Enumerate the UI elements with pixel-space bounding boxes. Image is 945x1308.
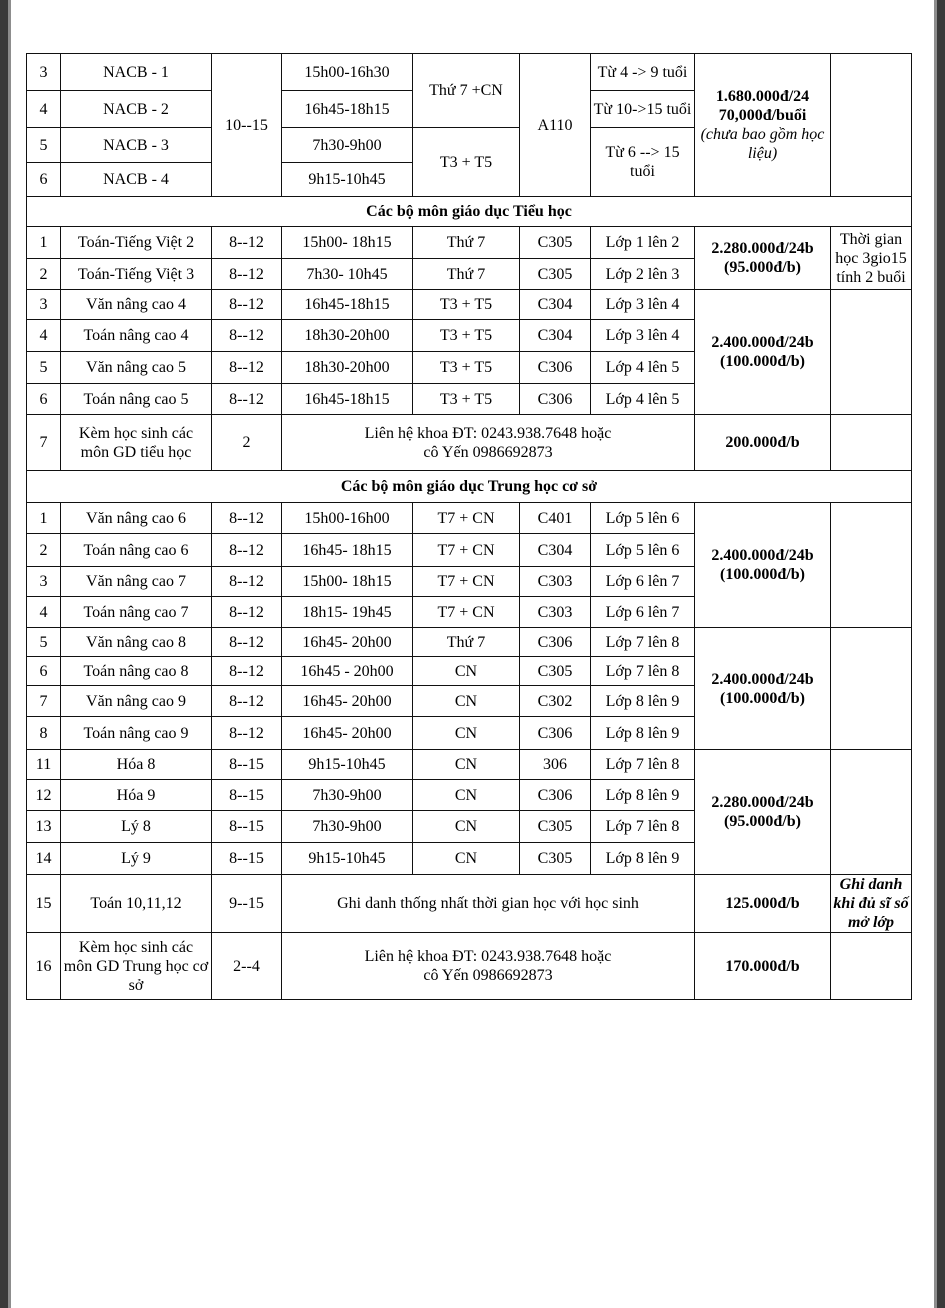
- class-days: T3 + T5: [413, 290, 520, 320]
- row-number: 1: [27, 503, 61, 534]
- row-number: 16: [27, 933, 61, 1000]
- class-days: Thứ 7: [413, 259, 520, 290]
- row-number: 11: [27, 750, 61, 780]
- fee-total: 1.680.000đ/24: [715, 88, 810, 105]
- class-time: 18h30-20h00: [282, 352, 413, 384]
- row-number: 6: [27, 384, 61, 415]
- fee-cell: [695, 290, 831, 415]
- fee-per-session: (95.000đ/b): [724, 259, 801, 276]
- course-name: NACB - 4: [61, 163, 212, 197]
- table-row: [27, 875, 912, 933]
- class-time: 7h30-9h00: [282, 128, 413, 163]
- contact-line: Liên hệ khoa ĐT: 0243.938.7648 hoặc: [364, 948, 612, 965]
- right-frame-border: [937, 0, 945, 1308]
- row-number: 6: [27, 657, 61, 686]
- left-frame-shadow: [8, 0, 11, 1308]
- class-time: 15h00-16h00: [282, 503, 413, 534]
- class-size: 8--15: [212, 811, 282, 843]
- fee-cell: [695, 54, 831, 197]
- grade-level: Lớp 5 lên 6: [591, 503, 695, 534]
- table-row: [27, 415, 912, 471]
- grade-level: Lớp 8 lên 9: [591, 686, 695, 717]
- age-range: Từ 6 --> 15 tuổi: [591, 128, 695, 197]
- row-number: 5: [27, 352, 61, 384]
- course-name: NACB - 2: [61, 91, 212, 128]
- class-size: 8--12: [212, 717, 282, 750]
- classroom: C304: [520, 320, 591, 352]
- class-days: CN: [413, 686, 520, 717]
- class-days: CN: [413, 843, 520, 875]
- class-size: 8--12: [212, 259, 282, 290]
- note-cell: [831, 628, 912, 750]
- grade-level: Lớp 1 lên 2: [591, 227, 695, 259]
- row-number: 5: [27, 628, 61, 657]
- classroom: C305: [520, 811, 591, 843]
- class-size: 8--12: [212, 597, 282, 628]
- class-time: 15h00-16h30: [282, 54, 413, 91]
- class-size: 8--15: [212, 780, 282, 811]
- classroom: A110: [520, 54, 591, 197]
- grade-level: Lớp 7 lên 8: [591, 657, 695, 686]
- row-number: 3: [27, 54, 61, 91]
- class-time: 16h45- 20h00: [282, 628, 413, 657]
- class-days: T3 + T5: [413, 320, 520, 352]
- classroom: C306: [520, 780, 591, 811]
- class-size: 8--15: [212, 750, 282, 780]
- fee-cell: 125.000đ/b: [695, 875, 831, 933]
- course-name: Văn nâng cao 7: [61, 567, 212, 597]
- course-name: Toán 10,11,12: [61, 875, 212, 933]
- course-name: Kèm học sinh các môn GD tiểu học: [61, 415, 212, 471]
- table-row: [27, 290, 912, 320]
- row-number: 7: [27, 686, 61, 717]
- class-time: 7h30-9h00: [282, 780, 413, 811]
- fee-per-session: 70,000đ/buổi: [718, 107, 807, 124]
- note-cell: [831, 503, 912, 628]
- class-size: 8--12: [212, 352, 282, 384]
- fee-cell: [695, 628, 831, 750]
- fee-cell: [695, 227, 831, 290]
- class-time: 15h00- 18h15: [282, 567, 413, 597]
- course-name: Toán nâng cao 5: [61, 384, 212, 415]
- classroom: C303: [520, 567, 591, 597]
- right-frame-shadow: [934, 0, 937, 1308]
- class-size: 8--12: [212, 657, 282, 686]
- fee-cell: [695, 503, 831, 628]
- classroom: C401: [520, 503, 591, 534]
- grade-level: Lớp 8 lên 9: [591, 843, 695, 875]
- table-row: [27, 54, 912, 91]
- class-size: 8--12: [212, 534, 282, 567]
- class-size: 8--12: [212, 384, 282, 415]
- section-heading-row: [27, 471, 912, 503]
- note-cell: [831, 54, 912, 197]
- fee-cell: 200.000đ/b: [695, 415, 831, 471]
- note-cell: [831, 415, 912, 471]
- course-name: Hóa 9: [61, 780, 212, 811]
- row-number: 2: [27, 534, 61, 567]
- note-cell: [831, 933, 912, 1000]
- schedule-info: Ghi danh thống nhất thời gian học với học sinh: [282, 875, 695, 933]
- fee-total: 2.400.000đ/24b: [711, 547, 814, 564]
- course-name: Văn nâng cao 6: [61, 503, 212, 534]
- row-number: 4: [27, 91, 61, 128]
- fee-cell: [695, 750, 831, 875]
- fee-note: (chưa bao gồm học liệu): [700, 126, 825, 162]
- row-number: 15: [27, 875, 61, 933]
- fee-per-session: (95.000đ/b): [724, 813, 801, 830]
- course-name: Toán nâng cao 4: [61, 320, 212, 352]
- course-name: Toán-Tiếng Việt 3: [61, 259, 212, 290]
- class-days: T7 + CN: [413, 597, 520, 628]
- class-time: 18h15- 19h45: [282, 597, 413, 628]
- grade-level: Lớp 3 lên 4: [591, 320, 695, 352]
- table-row: [27, 628, 912, 657]
- course-name: Toán-Tiếng Việt 2: [61, 227, 212, 259]
- grade-level: Lớp 8 lên 9: [591, 717, 695, 750]
- contact-line: cô Yến 0986692873: [423, 443, 553, 461]
- grade-level: Lớp 4 lên 5: [591, 384, 695, 415]
- course-name: Văn nâng cao 8: [61, 628, 212, 657]
- class-time: 15h00- 18h15: [282, 227, 413, 259]
- class-time: 16h45 - 20h00: [282, 657, 413, 686]
- class-size: 8--12: [212, 567, 282, 597]
- class-days: Thứ 7: [413, 628, 520, 657]
- row-number: 7: [27, 415, 61, 471]
- grade-level: Lớp 3 lên 4: [591, 290, 695, 320]
- contact-line: Liên hệ khoa ĐT: 0243.938.7648 hoặc: [364, 424, 612, 442]
- class-days: CN: [413, 717, 520, 750]
- class-time: 16h45- 20h00: [282, 717, 413, 750]
- classroom: C304: [520, 290, 591, 320]
- fee-per-session: (100.000đ/b): [720, 353, 805, 370]
- class-time: 16h45-18h15: [282, 290, 413, 320]
- classroom: C304: [520, 534, 591, 567]
- class-days: T7 + CN: [413, 534, 520, 567]
- section-heading-secondary: Các bộ môn giáo dục Trung học cơ sở: [27, 471, 912, 503]
- course-name: Toán nâng cao 6: [61, 534, 212, 567]
- note-cell: [831, 750, 912, 875]
- classroom: C305: [520, 259, 591, 290]
- row-number: 1: [27, 227, 61, 259]
- class-time: 16h45- 18h15: [282, 534, 413, 567]
- fee-cell: 170.000đ/b: [695, 933, 831, 1000]
- grade-level: Lớp 7 lên 8: [591, 628, 695, 657]
- grade-level: Lớp 4 lên 5: [591, 352, 695, 384]
- contact-cell: [282, 415, 695, 471]
- note-cell: Ghi danh khi đủ sĩ số mở lớp: [831, 875, 912, 933]
- course-name: NACB - 1: [61, 54, 212, 91]
- note-cell: Thời gian học 3gio15 tính 2 buổi: [831, 227, 912, 290]
- table-row: [27, 227, 912, 259]
- course-name: Toán nâng cao 8: [61, 657, 212, 686]
- class-days: T3 + T5: [413, 384, 520, 415]
- fee-per-session: (100.000đ/b): [720, 566, 805, 583]
- row-number: 4: [27, 320, 61, 352]
- note-cell: [831, 290, 912, 415]
- schedule-table: [26, 53, 912, 1000]
- class-size: 10--15: [212, 54, 282, 197]
- contact-line: cô Yến 0986692873: [423, 967, 553, 984]
- classroom: C306: [520, 384, 591, 415]
- class-time: 9h15-10h45: [282, 843, 413, 875]
- class-days: CN: [413, 811, 520, 843]
- classroom: C303: [520, 597, 591, 628]
- classroom: C305: [520, 657, 591, 686]
- course-name: Toán nâng cao 7: [61, 597, 212, 628]
- course-name: Văn nâng cao 5: [61, 352, 212, 384]
- course-name: Lý 9: [61, 843, 212, 875]
- grade-level: Lớp 5 lên 6: [591, 534, 695, 567]
- row-number: 12: [27, 780, 61, 811]
- class-days: T7 + CN: [413, 567, 520, 597]
- class-days: T3 + T5: [413, 128, 520, 197]
- class-time: 16h45-18h15: [282, 384, 413, 415]
- section-heading-primary: Các bộ môn giáo dục Tiểu học: [27, 197, 912, 227]
- row-number: 2: [27, 259, 61, 290]
- classroom: C305: [520, 227, 591, 259]
- class-size: 9--15: [212, 875, 282, 933]
- fee-total: 2.400.000đ/24b: [711, 334, 814, 351]
- fee-total: 2.280.000đ/24b: [711, 794, 814, 811]
- grade-level: Lớp 2 lên 3: [591, 259, 695, 290]
- class-size: 2--4: [212, 933, 282, 1000]
- contact-cell: [282, 933, 695, 1000]
- class-days: CN: [413, 657, 520, 686]
- fee-total: 2.400.000đ/24b: [711, 670, 814, 688]
- classroom: C302: [520, 686, 591, 717]
- class-time: 9h15-10h45: [282, 163, 413, 197]
- classroom: C306: [520, 628, 591, 657]
- class-size: 8--12: [212, 503, 282, 534]
- table-row: [27, 750, 912, 780]
- class-size: 8--15: [212, 843, 282, 875]
- row-number: 4: [27, 597, 61, 628]
- class-size: 8--12: [212, 686, 282, 717]
- row-number: 3: [27, 290, 61, 320]
- grade-level: Lớp 6 lên 7: [591, 597, 695, 628]
- row-number: 6: [27, 163, 61, 197]
- class-days: T7 + CN: [413, 503, 520, 534]
- row-number: 8: [27, 717, 61, 750]
- class-days: CN: [413, 780, 520, 811]
- table-row: [27, 933, 912, 1000]
- grade-level: Lớp 7 lên 8: [591, 811, 695, 843]
- class-size: 8--12: [212, 320, 282, 352]
- row-number: 13: [27, 811, 61, 843]
- course-name: Hóa 8: [61, 750, 212, 780]
- age-range: Từ 10->15 tuổi: [591, 91, 695, 128]
- table-row: [27, 503, 912, 534]
- class-size: 8--12: [212, 628, 282, 657]
- class-size: 2: [212, 415, 282, 471]
- classroom: C305: [520, 843, 591, 875]
- classroom: C306: [520, 717, 591, 750]
- class-time: 7h30- 10h45: [282, 259, 413, 290]
- age-range: Từ 4 -> 9 tuổi: [591, 54, 695, 91]
- section-heading-row: [27, 197, 912, 227]
- course-name: Văn nâng cao 9: [61, 686, 212, 717]
- row-number: 14: [27, 843, 61, 875]
- classroom: C306: [520, 352, 591, 384]
- classroom: 306: [520, 750, 591, 780]
- course-name: Văn nâng cao 4: [61, 290, 212, 320]
- class-time: 16h45-18h15: [282, 91, 413, 128]
- course-name: Kèm học sinh các môn GD Trung học cơ sở: [61, 933, 212, 1000]
- class-days: Thứ 7: [413, 227, 520, 259]
- class-days: Thứ 7 +CN: [413, 54, 520, 128]
- class-size: 8--12: [212, 227, 282, 259]
- left-frame-border: [0, 0, 8, 1308]
- course-name: Toán nâng cao 9: [61, 717, 212, 750]
- class-time: 9h15-10h45: [282, 750, 413, 780]
- row-number: 3: [27, 567, 61, 597]
- class-days: T3 + T5: [413, 352, 520, 384]
- class-days: CN: [413, 750, 520, 780]
- class-time: 16h45- 20h00: [282, 686, 413, 717]
- course-name: Lý 8: [61, 811, 212, 843]
- class-time: 7h30-9h00: [282, 811, 413, 843]
- grade-level: Lớp 8 lên 9: [591, 780, 695, 811]
- class-size: 8--12: [212, 290, 282, 320]
- course-name: NACB - 3: [61, 128, 212, 163]
- grade-level: Lớp 6 lên 7: [591, 567, 695, 597]
- fee-per-session: (100.000đ/b): [720, 689, 805, 707]
- row-number: 5: [27, 128, 61, 163]
- grade-level: Lớp 7 lên 8: [591, 750, 695, 780]
- fee-total: 2.280.000đ/24b: [711, 240, 814, 257]
- class-time: 18h30-20h00: [282, 320, 413, 352]
